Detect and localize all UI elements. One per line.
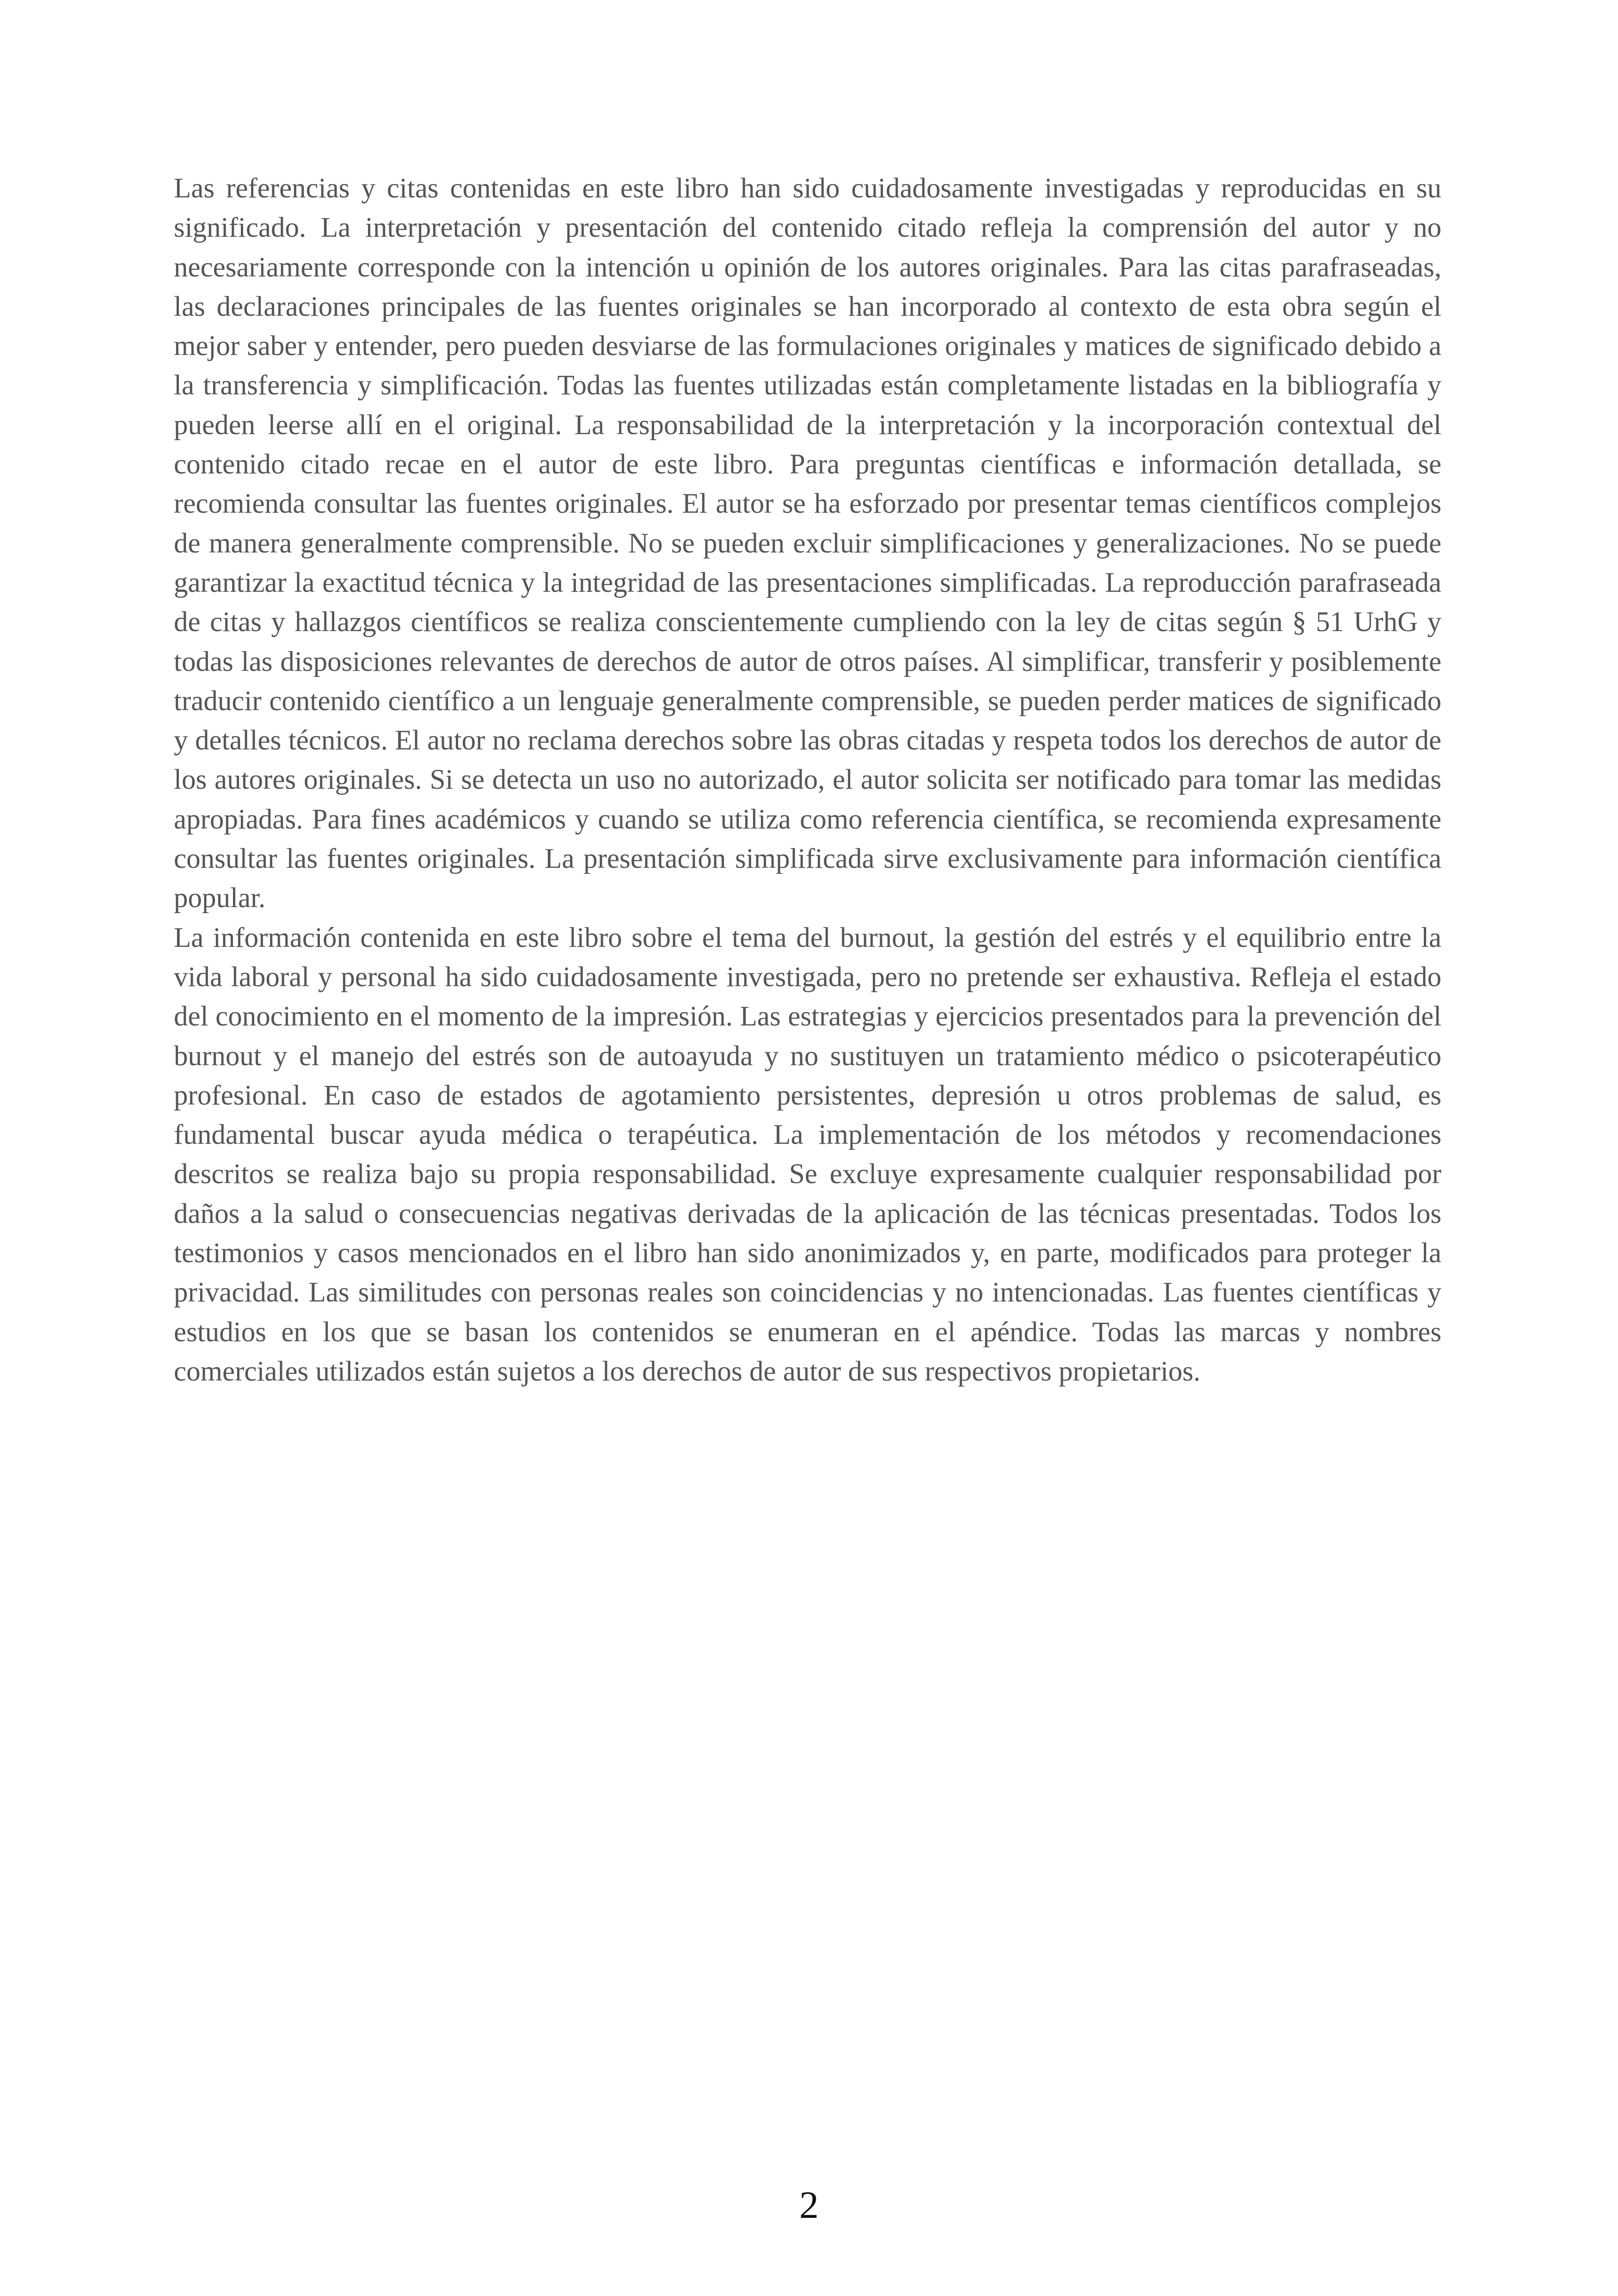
disclaimer-paragraph-health: La información contenida en este libro sobre el tema del burnout, la gestión del estrés y el equilibrio entre la vida laboral y personal ha sido cuidadosamente investigada, pero no pretende ser exhaustiva. Refleja el estado del conocimiento en el momento de la impresión. Las estrategias y ejercicios presentados para la prevención del burnout y el manejo del estrés son de autoayuda y no sustituyen un tratamiento médico o psicoterapéutico profesional. En caso de estados de agotamiento persistentes, depresión u otros problemas de salud, es fundamental buscar ayuda médica o terapéutica. La implementación de los métodos y recomendaciones descritos se realiza bajo su propia responsabilidad. Se excluye expresamente cualquier responsabilidad por daños a la salud o consecuencias negativas derivadas de la aplicación de las técnicas presentadas. Todos los testimonios y casos mencionados en el libro han sido anonimizados y, en parte, modificados para proteger la privacidad. Las similitudes con personas reales son coincidencias y no intencionadas. Las fuentes científicas y estudios en los que se basan los contenidos se enumeran en el apéndice. Todas las marcas y nombres comerciales utilizados están sujetos a los derechos de autor de sus respectivos propietarios. (174, 922, 1441, 1387)
disclaimer-paragraph-citations: Las referencias y citas contenidas en este libro han sido cuidadosamente investigadas y reproducidas en su significado. La interpretación y presentación del contenido citado refleja la comprensión del autor y no necesariamente corresponde con la intención u opinión de los autores originales. Para las citas parafraseadas, las declaraciones principales de las fuentes originales se han incorporado al contexto de esta obra según el mejor saber y entender, pero pueden desviarse de las formulaciones originales y matices de significado debido a la transferencia y simplificación. Todas las fuentes utilizadas están completamente listadas en la bibliografía y pueden leerse allí en el original. La responsabilidad de la interpretación y la incorporación contextual del contenido citado recae en el autor de este libro. Para preguntas científicas e información detallada, se recomienda consultar las fuentes originales. El autor se ha esforzado por presentar temas científicos complejos de manera generalmente comprensible. No se pueden excluir simplificaciones y generalizaciones. No se puede garantizar la exactitud técnica y la integridad de las presentaciones simplificadas. La reproducción parafraseada de citas y hallazgos científicos se realiza conscientemente cumpliendo con la ley de citas según § 51 UrhG y todas las disposiciones relevantes de derechos de autor de otros países. Al simplificar, transferir y posiblemente traducir contenido científico a un lenguaje generalmente comprensible, se pueden perder matices de significado y detalles técnicos. El autor no reclama derechos sobre las obras citadas y respeta todos los derechos de autor de los autores originales. Si se detecta un uso no autorizado, el autor solicita ser notificado para tomar las medidas apropiadas. Para fines académicos y cuando se utiliza como referencia científica, se recomienda expresamente consultar las fuentes originales. La presentación simplificada sirve exclusivamente para información científica popular. (174, 173, 1441, 914)
body-text (174, 169, 1441, 1391)
page-number: 2 (799, 2184, 819, 2227)
